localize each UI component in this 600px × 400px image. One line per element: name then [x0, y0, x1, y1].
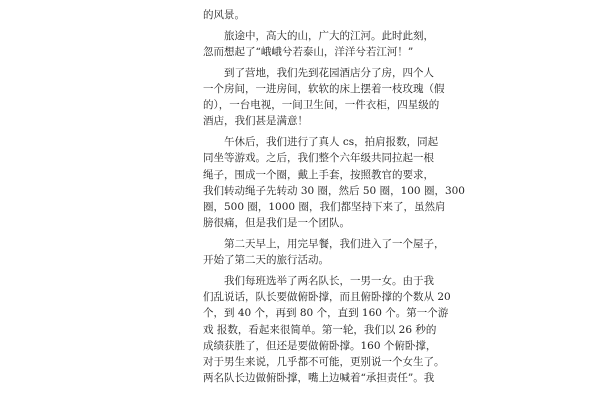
text-line: 绳子，围成一个圈，戴上手套，按照教官的要求，: [203, 168, 434, 181]
text-line: 到了营地，我们先到花园酒店分了房，四个人: [224, 66, 434, 79]
paragraph-5: [203, 236, 445, 268]
text-line: 的），一台电视，一间卫生间，一件衣柜，四星级的: [203, 99, 440, 112]
article-body: [203, 7, 465, 386]
text-line: 酒店，我们甚是满意！: [203, 115, 308, 128]
paragraph-4: [203, 134, 465, 231]
text-line: 我们每班选举了两名队长，一男一女。由于我: [224, 275, 434, 288]
text-line: 成绩获胜了，但还是要做俯卧撑。160 个俯卧撑，: [203, 339, 437, 352]
text-line: 对于男生来说，几乎都不可能，更别说一个女生了。: [203, 356, 445, 369]
paragraph-1: [203, 7, 399, 23]
text-line: 的风景。: [203, 9, 245, 21]
text-line: 忽而想起了“峨峨兮若泰山，洋洋兮若江河！”: [203, 46, 414, 58]
text-line: 开始了第二天的旅行活动。: [203, 254, 329, 267]
text-line: 圈，500 圈，1000 圈，我们都坚持下来了，虽然肩: [203, 201, 446, 214]
paragraph-2: [203, 28, 434, 60]
text-line: 个，到 40 个，再到 80 个，直到 160 个。第一个游: [203, 307, 449, 320]
text-line: 第二天早上，用完早餐，我们进入了一个屋子，: [224, 238, 445, 251]
paragraph-6: [203, 273, 451, 386]
text-line: 戏 报数，看起来很简单。第一轮，我们以 26 秒的: [203, 323, 437, 336]
text-line: 旅途中，高大的山，广大的江河。此时此刻，: [224, 29, 434, 42]
text-line: 们乱说话，队长要做俯卧撑，而且俯卧撑的个数从 20: [203, 291, 451, 304]
text-line: 膀很痛，但是我们是一个团队。: [203, 217, 350, 230]
text-line: 两名队长边做俯卧撑，嘴上边喊着“承担责任”。我: [203, 372, 435, 385]
text-line: 同坐等游戏。之后，我们整个六年级共同拉起一根: [203, 152, 434, 165]
text-line: 午休后，我们进行了真人 cs，拍肩报数，同起: [224, 136, 439, 149]
paragraph-3: [203, 65, 445, 130]
text-line: 一个房间，一进房间，软软的床上摆着一枝玫瑰（假: [203, 83, 445, 95]
text-line: 我们转动绳子先转动 30 圈，然后 50 圈，100 圈，300: [203, 184, 465, 197]
